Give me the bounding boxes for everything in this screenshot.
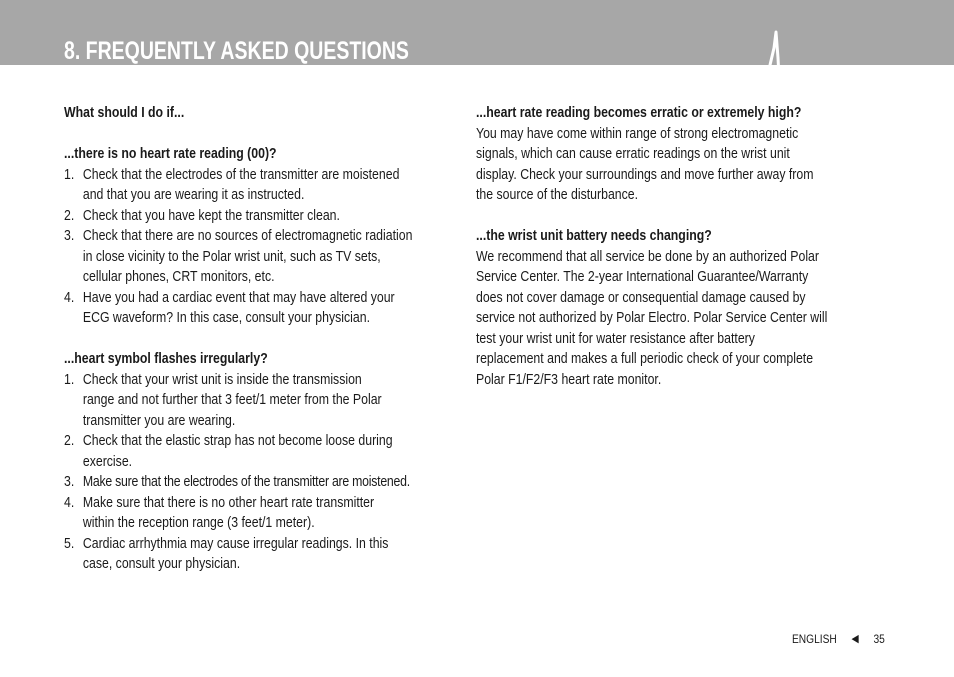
- list-item: [64, 472, 464, 493]
- pulse-line-icon: [760, 28, 796, 98]
- list-text: Check that you have kept the transmitter clean.: [82, 206, 340, 224]
- list-item: [64, 206, 464, 227]
- paragraph-line: We recommend that all service be done by an authorized Polar: [476, 247, 820, 265]
- list-number: 1.: [64, 370, 75, 388]
- list-text: ECG waveform? In this case, consult your physician.: [82, 309, 370, 326]
- list-item: [64, 493, 464, 534]
- paragraph-line: You may have come within range of strong electromagnetic: [476, 124, 799, 142]
- list-number: 4.: [64, 288, 75, 306]
- list-text: exercise.: [82, 452, 133, 470]
- list-number: 3.: [64, 473, 75, 490]
- right-column: [476, 103, 876, 390]
- list-text: transmitter you are wearing.: [82, 411, 236, 429]
- section-heading-heart-symbol: ...heart symbol flashes irregularly?: [64, 350, 268, 367]
- paragraph-line: replacement and makes a full periodic check of your complete: [476, 350, 814, 367]
- list-number: 2.: [64, 206, 75, 224]
- paragraph-line: service not authorized by Polar Electro. Polar Service Center will: [476, 309, 828, 326]
- list-number: 3.: [64, 227, 75, 244]
- list-item: [64, 370, 464, 432]
- list-text: range and not further that 3 feet/1 meter from the Polar: [82, 391, 382, 408]
- page-title: 8. FREQUENTLY ASKED QUESTIONS: [64, 37, 409, 65]
- list-item: [64, 288, 464, 329]
- paragraph-line: the source of the disturbance.: [476, 186, 639, 203]
- list-number: 4.: [64, 493, 75, 511]
- list-item: [64, 534, 464, 575]
- paragraph-line: does not cover damage or consequential damage caused by: [476, 288, 806, 306]
- list-text: Check that your wrist unit is inside the transmission: [82, 370, 362, 388]
- paragraph-line: Polar F1/F2/F3 heart rate monitor.: [476, 370, 662, 388]
- page-footer: [792, 632, 885, 646]
- list-text: in close vicinity to the Polar wrist unit, such as TV sets,: [82, 247, 381, 265]
- section-heading-battery: ...the wrist unit battery needs changing?: [476, 227, 712, 244]
- list-text: cellular phones, CRT monitors, etc.: [82, 268, 275, 285]
- list-text: Cardiac arrhythmia may cause irregular readings. In this: [82, 534, 389, 552]
- list-text: Check that there are no sources of electromagnetic radiation: [82, 227, 413, 244]
- list-text: Make sure that there is no other heart rate transmitter: [82, 493, 375, 511]
- language-label: ENGLISH: [792, 632, 837, 646]
- paragraph-line: test your wrist unit for water resistance after battery: [476, 329, 755, 347]
- list-text: Make sure that the electrodes of the transmitter are moistened.: [82, 473, 410, 490]
- list-number: 2.: [64, 432, 75, 449]
- list-text: Check that the electrodes of the transmitter are moistened: [82, 165, 400, 183]
- triangle-left-icon: ◀: [851, 633, 859, 645]
- list-number: 1.: [64, 165, 75, 183]
- list-item: [64, 431, 464, 472]
- left-column: [64, 103, 464, 575]
- list-item: [64, 226, 464, 288]
- paragraph-line: Service Center. The 2-year International Guarantee/Warranty: [476, 268, 809, 285]
- page-number: 35: [873, 632, 885, 646]
- list-text: case, consult your physician.: [82, 555, 241, 572]
- list-item: [64, 165, 464, 206]
- list-text: and that you are wearing it as instructed.: [82, 186, 305, 203]
- paragraph-line: display. Check your surroundings and move further away from: [476, 165, 814, 183]
- list-text: within the reception range (3 feet/1 meter).: [82, 514, 315, 531]
- list-text: Check that the elastic strap has not become loose during: [82, 432, 393, 449]
- section-heading-erratic-reading: ...heart rate reading becomes erratic or extremely high?: [476, 104, 802, 121]
- section-heading-no-reading: ...there is no heart rate reading (00)?: [64, 145, 277, 162]
- list-text: Have you had a cardiac event that may have altered your: [82, 288, 395, 306]
- intro-heading: What should I do if...: [64, 104, 185, 121]
- list-number: 5.: [64, 534, 75, 552]
- paragraph-line: signals, which can cause erratic readings on the wrist unit: [476, 145, 790, 162]
